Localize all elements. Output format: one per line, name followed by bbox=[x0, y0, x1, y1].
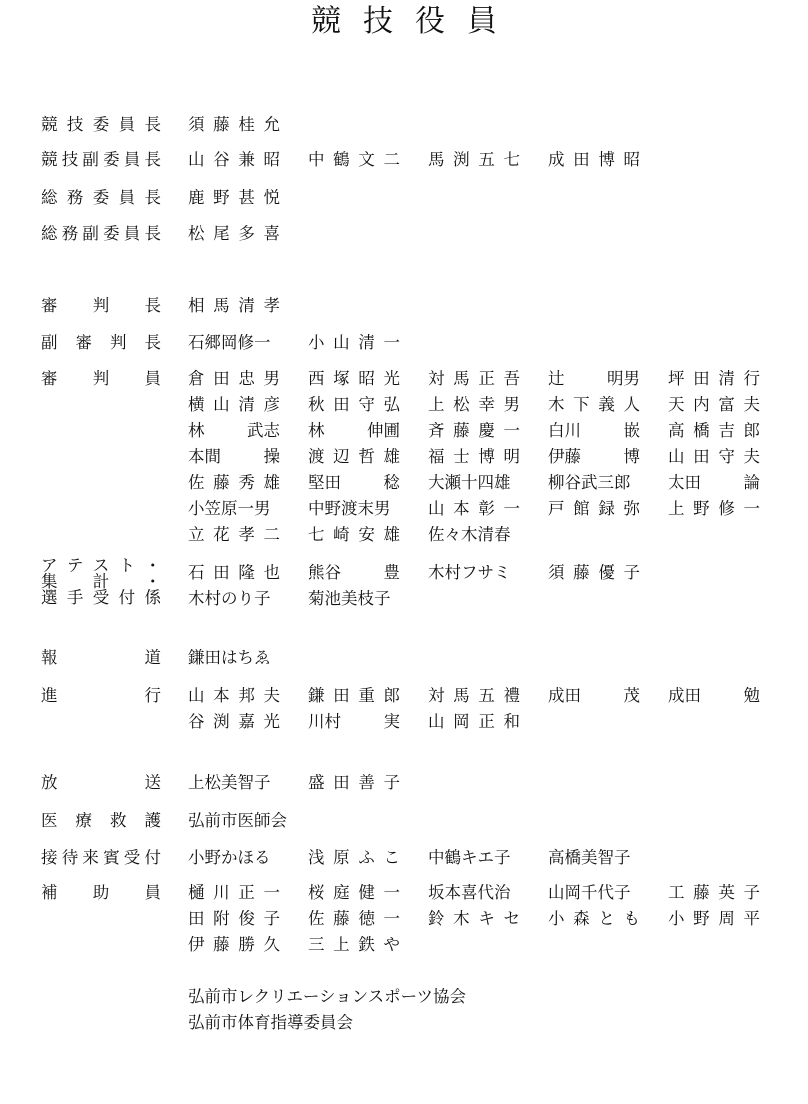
official-name: 馬 渕 五 七 bbox=[428, 150, 520, 169]
official-name: 相 馬 清 孝 bbox=[188, 296, 280, 315]
official-name: 鈴 木 キ セ bbox=[428, 909, 520, 928]
official-name: 山 本 邦 夫 bbox=[188, 686, 280, 705]
official-name: 山 本 彰 一 bbox=[428, 499, 520, 518]
official-name: 三 上 鉄 や bbox=[308, 935, 400, 954]
section-label-line: ア テ ス ト ・ bbox=[41, 556, 161, 575]
official-name: 佐 藤 秀 雄 bbox=[188, 473, 280, 492]
official-name: 戸 館 録 弥 bbox=[548, 499, 640, 518]
official-name: 成田 勉 bbox=[668, 686, 760, 705]
section-label: 競 技 副 委 員 長 bbox=[41, 150, 161, 169]
official-name: 木 下 義 人 bbox=[548, 395, 640, 414]
official-name: 渡 辺 哲 雄 bbox=[308, 447, 400, 466]
official-name: 山 岡 正 和 bbox=[428, 712, 520, 731]
official-name: 七 崎 安 雄 bbox=[308, 525, 400, 544]
official-name: 小野かほる bbox=[188, 848, 271, 867]
official-name: 小 森 と も bbox=[548, 909, 640, 928]
official-name: 林 伸圃 bbox=[308, 421, 400, 440]
official-name: 石 田 隆 也 bbox=[188, 563, 280, 582]
section-label-line: 集 計 ・ bbox=[41, 572, 161, 591]
official-name: 鎌田はちゑ bbox=[188, 648, 271, 667]
page-title: 競技役員 bbox=[311, 4, 519, 39]
official-name: 成田 茂 bbox=[548, 686, 640, 705]
official-name: 小笠原一男 bbox=[188, 499, 271, 518]
official-name: 高 橋 吉 郎 bbox=[668, 421, 760, 440]
official-name: 本間 操 bbox=[188, 447, 280, 466]
official-name: 坂本喜代治 bbox=[428, 883, 511, 902]
section-label: 総 務 副 委 員 長 bbox=[41, 224, 161, 243]
official-name: 中野渡末男 bbox=[308, 499, 391, 518]
official-name: 高橋美智子 bbox=[548, 848, 631, 867]
organization-2: 弘前市体育指導委員会 bbox=[188, 1013, 353, 1032]
official-name: 須 藤 桂 允 bbox=[188, 115, 280, 134]
official-name: 鹿 野 甚 悦 bbox=[188, 188, 280, 207]
official-name: 堅田 稔 bbox=[308, 473, 400, 492]
section-label: 進 行 bbox=[41, 686, 161, 705]
section-label-line: 選 手 受 付 係 bbox=[41, 588, 161, 607]
official-name: 佐 藤 徳 一 bbox=[308, 909, 400, 928]
official-name: 木村フサミ bbox=[428, 563, 511, 582]
official-name: 樋 川 正 一 bbox=[188, 883, 280, 902]
section-label: 審 判 長 bbox=[41, 296, 161, 315]
official-name: 倉 田 忠 男 bbox=[188, 369, 280, 388]
official-name: 福 士 博 明 bbox=[428, 447, 520, 466]
official-name: 工 藤 英 子 bbox=[668, 883, 760, 902]
official-name: 盛 田 善 子 bbox=[308, 773, 400, 792]
official-name: 小 山 清 一 bbox=[308, 333, 400, 352]
official-name: 石郷岡修一 bbox=[188, 333, 271, 352]
official-name: 木村のり子 bbox=[188, 589, 271, 608]
official-name: 太田 論 bbox=[668, 473, 760, 492]
official-name: 中鶴キエ子 bbox=[428, 848, 511, 867]
official-name: 柳谷武三郎 bbox=[548, 473, 631, 492]
official-name: 伊 藤 勝 久 bbox=[188, 935, 280, 954]
official-name: 上 松 幸 男 bbox=[428, 395, 520, 414]
official-name: 小 野 周 平 bbox=[668, 909, 760, 928]
official-name: 弘前市医師会 bbox=[188, 811, 287, 830]
official-name: 辻 明男 bbox=[548, 369, 640, 388]
official-name: 対 馬 正 吾 bbox=[428, 369, 520, 388]
official-name: 成 田 博 昭 bbox=[548, 150, 640, 169]
section-label: 審 判 員 bbox=[41, 369, 161, 388]
official-name: 天 内 富 夫 bbox=[668, 395, 760, 414]
official-name: 上 野 修 一 bbox=[668, 499, 760, 518]
official-name: 松 尾 多 喜 bbox=[188, 224, 280, 243]
official-name: 熊谷 豊 bbox=[308, 563, 400, 582]
official-name: 山岡千代子 bbox=[548, 883, 631, 902]
section-label: 総 務 委 員 長 bbox=[41, 188, 161, 207]
official-name: 白川 嵌 bbox=[548, 421, 640, 440]
section-label: 医 療 救 護 bbox=[41, 811, 161, 830]
official-name: 坪 田 清 行 bbox=[668, 369, 760, 388]
official-name: 浅 原 ふ こ bbox=[308, 848, 400, 867]
official-name: 鎌 田 重 郎 bbox=[308, 686, 400, 705]
organization-1: 弘前市レクリエーションスポーツ協会 bbox=[188, 987, 467, 1006]
official-name: 佐々木清春 bbox=[428, 525, 511, 544]
official-name: 桜 庭 健 一 bbox=[308, 883, 400, 902]
official-name: 菊池美枝子 bbox=[308, 589, 391, 608]
official-name: 上松美智子 bbox=[188, 773, 271, 792]
official-name: 山 谷 兼 昭 bbox=[188, 150, 280, 169]
official-name: 川村 実 bbox=[308, 712, 400, 731]
official-name: 田 附 俊 子 bbox=[188, 909, 280, 928]
official-name: 林 武志 bbox=[188, 421, 280, 440]
official-name: 西 塚 昭 光 bbox=[308, 369, 400, 388]
section-label: 競 技 委 員 長 bbox=[41, 115, 161, 134]
official-name: 斉 藤 慶 一 bbox=[428, 421, 520, 440]
official-name: 横 山 清 彦 bbox=[188, 395, 280, 414]
section-label: 副 審 判 長 bbox=[41, 333, 161, 352]
official-name: 伊藤 博 bbox=[548, 447, 640, 466]
official-name: 対 馬 五 禮 bbox=[428, 686, 520, 705]
official-name: 須 藤 優 子 bbox=[548, 563, 640, 582]
official-name: 山 田 守 夫 bbox=[668, 447, 760, 466]
section-label bbox=[41, 558, 161, 606]
section-label: 放 送 bbox=[41, 773, 161, 792]
official-name: 谷 渕 嘉 光 bbox=[188, 712, 280, 731]
section-label: 報 道 bbox=[41, 648, 161, 667]
official-name: 中 鶴 文 二 bbox=[308, 150, 400, 169]
section-label: 接 待 来 賓 受 付 bbox=[41, 848, 161, 867]
official-name: 立 花 孝 二 bbox=[188, 525, 280, 544]
official-name: 大瀬十四雄 bbox=[428, 473, 511, 492]
section-label: 補 助 員 bbox=[41, 883, 161, 902]
official-name: 秋 田 守 弘 bbox=[308, 395, 400, 414]
